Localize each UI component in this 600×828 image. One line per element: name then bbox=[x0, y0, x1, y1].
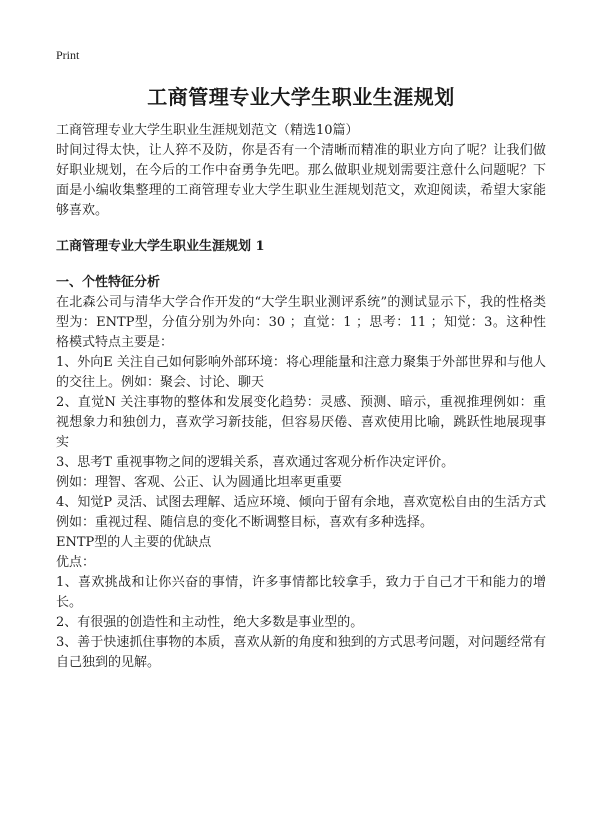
body-paragraph: 1、外向E 关注自己如何影响外部环境：将心理能量和注意力聚集于外部世界和与他人的交往上。例如：聚会、讨论、聊天 bbox=[56, 355, 546, 390]
section-heading: 工商管理专业大学生职业生涯规划 1 bbox=[56, 239, 265, 254]
body-paragraph: 1、喜欢挑战和让你兴奋的事情，许多事情都比较拿手，致力于自己才干和能力的增长。 bbox=[56, 575, 546, 610]
body-paragraph: 在北森公司与清华大学合作开发的“大学生职业测评系统”的测试显示下，我的性格类型为：ENTP型，分值分别为外向：30 ；直觉：1 ；思考：11 ；知觉：3。这种性格模式特点主要是： bbox=[56, 295, 546, 350]
page-title: 工商管理专业大学生职业生涯规划 bbox=[147, 85, 455, 109]
body-paragraph: 2、直觉N 关注事物的整体和发展变化趋势：灵感、预测、暗示，重视推理例如：重视想象力和独创力，喜欢学习新技能，但容易厌倦、喜欢使用比喻，跳跃性地展现事实 bbox=[56, 395, 546, 450]
body-paragraph: ENTP型的人主要的优缺点 bbox=[56, 535, 212, 550]
body-paragraph: 3、善于快速抓住事物的本质，喜欢从新的角度和独到的方式思考问题，对问题经常有自己独到的见解。 bbox=[56, 635, 546, 670]
print-link[interactable]: Print bbox=[56, 48, 80, 62]
intro-paragraph: 时间过得太快，让人猝不及防，你是否有一个清晰而精准的职业方向了呢？让我们做好职业规划，在今后的工作中奋勇争先吧。那么做职业规划需要注意什么问题呢？下面是小编收集整理的工商管理专业大学生职业生涯规划范文，欢迎阅读，希望大家能够喜欢。 bbox=[56, 143, 546, 218]
body-paragraph: 3、思考T 重视事物之间的逻辑关系，喜欢通过客观分析作决定评价。 bbox=[56, 455, 455, 470]
body-paragraph: 4、知觉P 灵活、试图去理解、适应环境、倾向于留有余地，喜欢宽松自由的生活方式例如：重视过程、随信息的变化不断调整目标，喜欢有多种选择。 bbox=[56, 495, 546, 530]
body-paragraph: 2、有很强的创造性和主动性，绝大多数是事业型的。 bbox=[56, 615, 364, 630]
body-paragraph: 优点： bbox=[56, 555, 96, 570]
body-paragraph: 例如：理智、客观、公正、认为圆通比坦率更重要 bbox=[56, 475, 343, 490]
document-subtitle: 工商管理专业大学生职业生涯规划范文（精选10篇） bbox=[56, 123, 359, 138]
part-heading: 一、个性特征分析 bbox=[56, 275, 161, 290]
